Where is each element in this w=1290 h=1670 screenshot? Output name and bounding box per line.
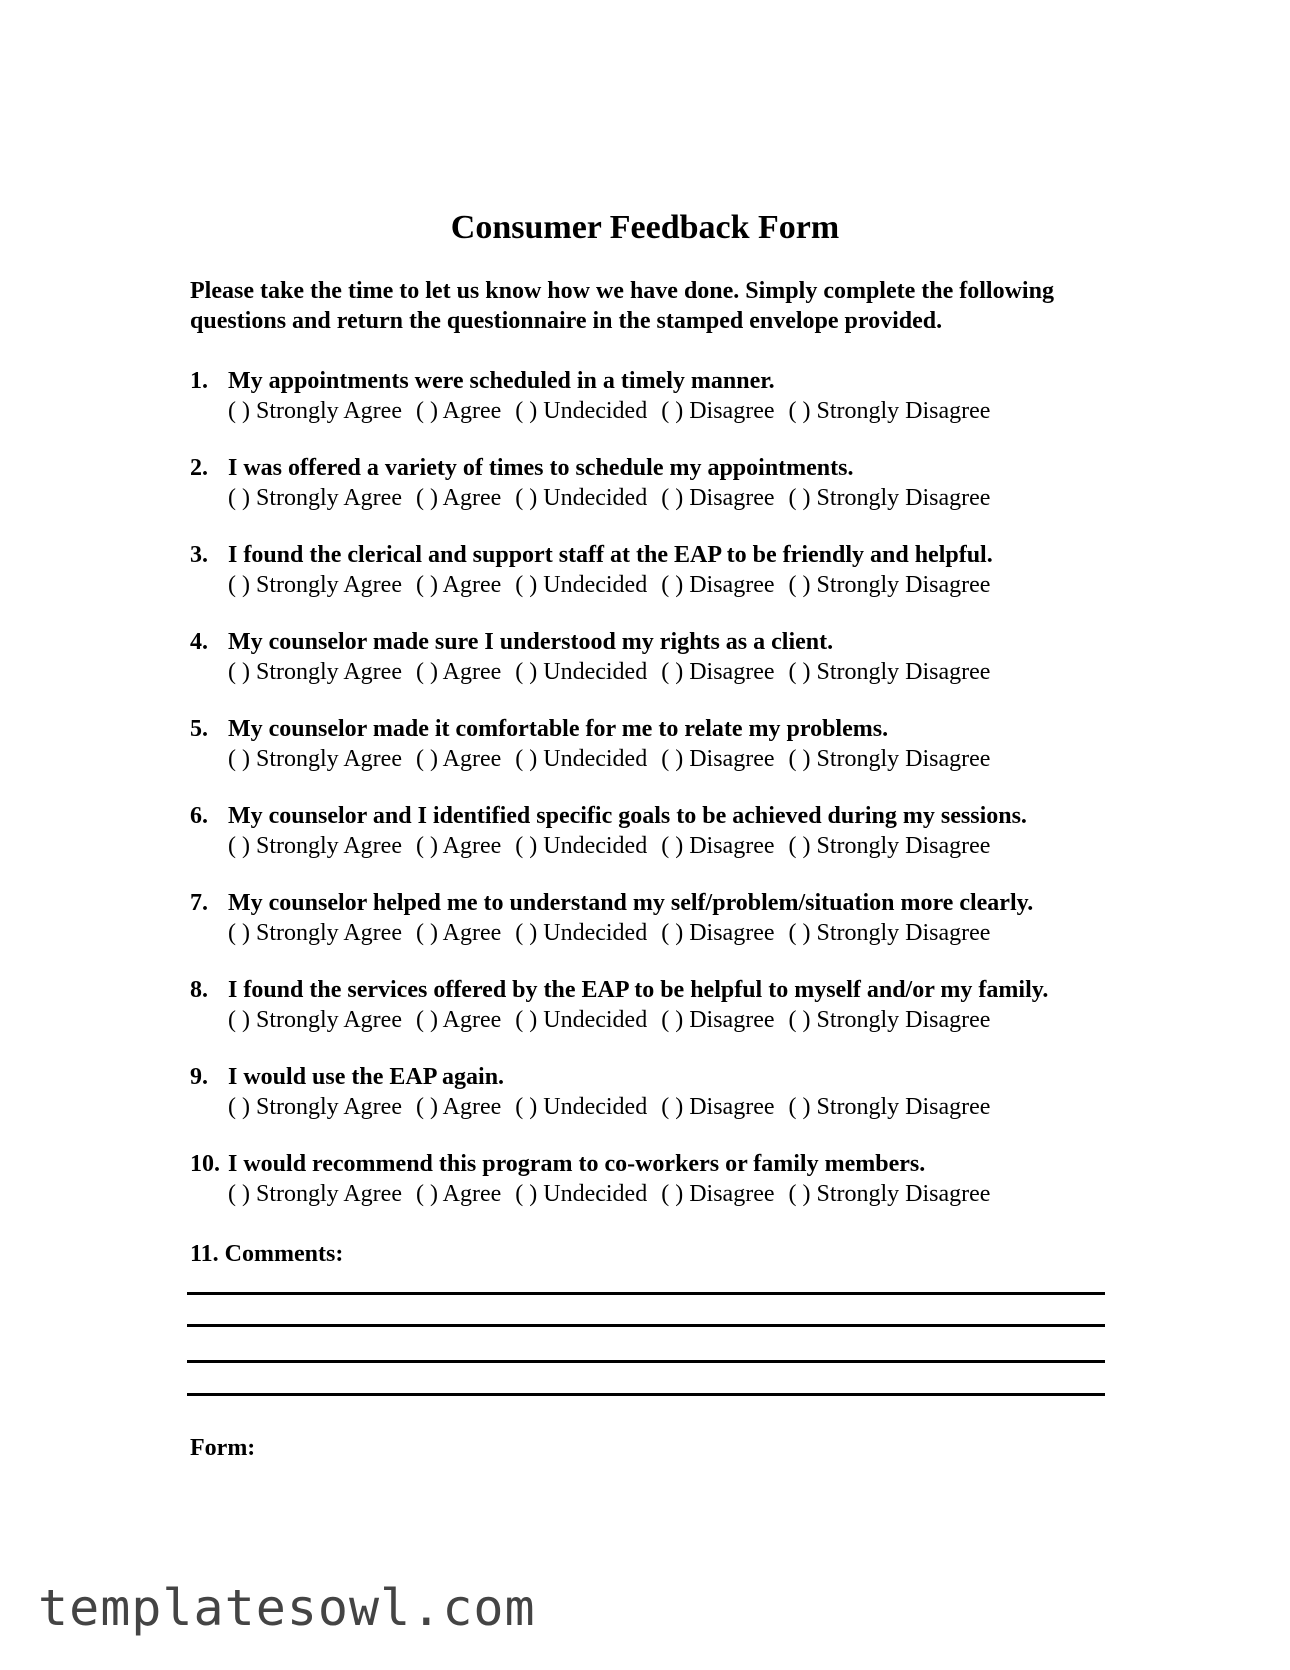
question-6 <box>190 801 1150 861</box>
option-agree[interactable]: ( ) Agree <box>415 1181 502 1207</box>
option-agree[interactable]: ( ) Agree <box>415 920 502 946</box>
option-disagree[interactable]: ( ) Disagree <box>661 920 775 946</box>
rating-options <box>228 1092 1150 1122</box>
form-label: Form: <box>190 1435 256 1461</box>
rating-options <box>228 657 1150 687</box>
question-5 <box>190 714 1150 774</box>
option-agree[interactable]: ( ) Agree <box>415 572 502 598</box>
intro-text: Please take the time to let us know how we have done. Simply complete the following questions and return the questionnaire in the stamped envelope provided. <box>190 278 1054 334</box>
option-strongly-agree[interactable]: ( ) Strongly Agree <box>228 1094 402 1120</box>
option-strongly-disagree[interactable]: ( ) Strongly Disagree <box>788 833 991 859</box>
option-strongly-agree[interactable]: ( ) Strongly Agree <box>228 1007 402 1033</box>
question-1 <box>190 366 1150 426</box>
rating-options <box>228 396 1150 426</box>
comment-line[interactable] <box>187 1360 1105 1363</box>
comments-label: 11. Comments: <box>190 1241 344 1267</box>
option-strongly-disagree[interactable]: ( ) Strongly Disagree <box>788 920 991 946</box>
option-disagree[interactable]: ( ) Disagree <box>661 659 775 685</box>
question-number: 1. <box>190 368 208 394</box>
option-disagree[interactable]: ( ) Disagree <box>661 398 775 424</box>
question-3 <box>190 540 1150 600</box>
option-agree[interactable]: ( ) Agree <box>415 485 502 511</box>
option-disagree[interactable]: ( ) Disagree <box>661 1094 775 1120</box>
option-strongly-agree[interactable]: ( ) Strongly Agree <box>228 659 402 685</box>
option-disagree[interactable]: ( ) Disagree <box>661 746 775 772</box>
question-text: My counselor and I identified specific goals to be achieved during my sessions. <box>228 803 1027 829</box>
option-disagree[interactable]: ( ) Disagree <box>661 1181 775 1207</box>
option-undecided[interactable]: ( ) Undecided <box>515 659 648 685</box>
rating-options <box>228 744 1150 774</box>
option-strongly-agree[interactable]: ( ) Strongly Agree <box>228 833 402 859</box>
option-strongly-disagree[interactable]: ( ) Strongly Disagree <box>788 659 991 685</box>
option-strongly-agree[interactable]: ( ) Strongly Agree <box>228 1181 402 1207</box>
page-title: Consumer Feedback Form <box>450 209 840 246</box>
option-strongly-disagree[interactable]: ( ) Strongly Disagree <box>788 572 991 598</box>
option-strongly-disagree[interactable]: ( ) Strongly Disagree <box>788 1181 991 1207</box>
question-number: 3. <box>190 542 208 568</box>
question-2 <box>190 453 1150 513</box>
option-undecided[interactable]: ( ) Undecided <box>515 485 648 511</box>
option-strongly-disagree[interactable]: ( ) Strongly Disagree <box>788 746 991 772</box>
question-number: 5. <box>190 716 208 742</box>
rating-options <box>228 483 1150 513</box>
question-text: My counselor helped me to understand my self/problem/situation more clearly. <box>228 890 1034 916</box>
question-4 <box>190 627 1150 687</box>
question-text: My counselor made sure I understood my rights as a client. <box>228 629 834 655</box>
option-strongly-agree[interactable]: ( ) Strongly Agree <box>228 746 402 772</box>
question-number: 4. <box>190 629 208 655</box>
question-8 <box>190 975 1150 1035</box>
question-number: 8. <box>190 977 208 1003</box>
question-7 <box>190 888 1150 948</box>
option-undecided[interactable]: ( ) Undecided <box>515 1007 648 1033</box>
option-agree[interactable]: ( ) Agree <box>415 746 502 772</box>
option-undecided[interactable]: ( ) Undecided <box>515 1094 648 1120</box>
question-text: I would recommend this program to co-workers or family members. <box>228 1151 926 1177</box>
option-disagree[interactable]: ( ) Disagree <box>661 1007 775 1033</box>
question-text: My counselor made it comfortable for me to relate my problems. <box>228 716 889 742</box>
option-agree[interactable]: ( ) Agree <box>415 659 502 685</box>
option-strongly-disagree[interactable]: ( ) Strongly Disagree <box>788 398 991 424</box>
question-text: I found the clerical and support staff at the EAP to be friendly and helpful. <box>228 542 993 568</box>
watermark: templatesowl.com <box>38 1579 536 1637</box>
option-undecided[interactable]: ( ) Undecided <box>515 920 648 946</box>
question-10 <box>190 1149 1150 1209</box>
option-agree[interactable]: ( ) Agree <box>415 1007 502 1033</box>
comment-line[interactable] <box>187 1324 1105 1327</box>
option-disagree[interactable]: ( ) Disagree <box>661 485 775 511</box>
option-undecided[interactable]: ( ) Undecided <box>515 398 648 424</box>
option-agree[interactable]: ( ) Agree <box>415 1094 502 1120</box>
option-agree[interactable]: ( ) Agree <box>415 833 502 859</box>
rating-options <box>228 1005 1150 1035</box>
question-9 <box>190 1062 1150 1122</box>
rating-options <box>228 831 1150 861</box>
option-undecided[interactable]: ( ) Undecided <box>515 572 648 598</box>
option-agree[interactable]: ( ) Agree <box>415 398 502 424</box>
rating-options <box>228 918 1150 948</box>
option-strongly-agree[interactable]: ( ) Strongly Agree <box>228 485 402 511</box>
question-text: I was offered a variety of times to schedule my appointments. <box>228 455 854 481</box>
question-number: 2. <box>190 455 208 481</box>
rating-options <box>228 570 1150 600</box>
option-strongly-disagree[interactable]: ( ) Strongly Disagree <box>788 1007 991 1033</box>
option-undecided[interactable]: ( ) Undecided <box>515 746 648 772</box>
comment-line[interactable] <box>187 1393 1105 1396</box>
question-number: 10. <box>190 1151 220 1177</box>
comment-line[interactable] <box>187 1292 1105 1295</box>
question-number: 9. <box>190 1064 208 1090</box>
question-text: My appointments were scheduled in a timely manner. <box>228 368 775 394</box>
option-strongly-agree[interactable]: ( ) Strongly Agree <box>228 398 402 424</box>
option-strongly-agree[interactable]: ( ) Strongly Agree <box>228 920 402 946</box>
option-undecided[interactable]: ( ) Undecided <box>515 833 648 859</box>
question-number: 6. <box>190 803 208 829</box>
question-text: I found the services offered by the EAP to be helpful to myself and/or my family. <box>228 977 1049 1003</box>
rating-options <box>228 1179 1150 1209</box>
option-undecided[interactable]: ( ) Undecided <box>515 1181 648 1207</box>
option-disagree[interactable]: ( ) Disagree <box>661 833 775 859</box>
option-strongly-agree[interactable]: ( ) Strongly Agree <box>228 572 402 598</box>
question-text: I would use the EAP again. <box>228 1064 505 1090</box>
question-number: 7. <box>190 890 208 916</box>
option-strongly-disagree[interactable]: ( ) Strongly Disagree <box>788 1094 991 1120</box>
option-disagree[interactable]: ( ) Disagree <box>661 572 775 598</box>
option-strongly-disagree[interactable]: ( ) Strongly Disagree <box>788 485 991 511</box>
